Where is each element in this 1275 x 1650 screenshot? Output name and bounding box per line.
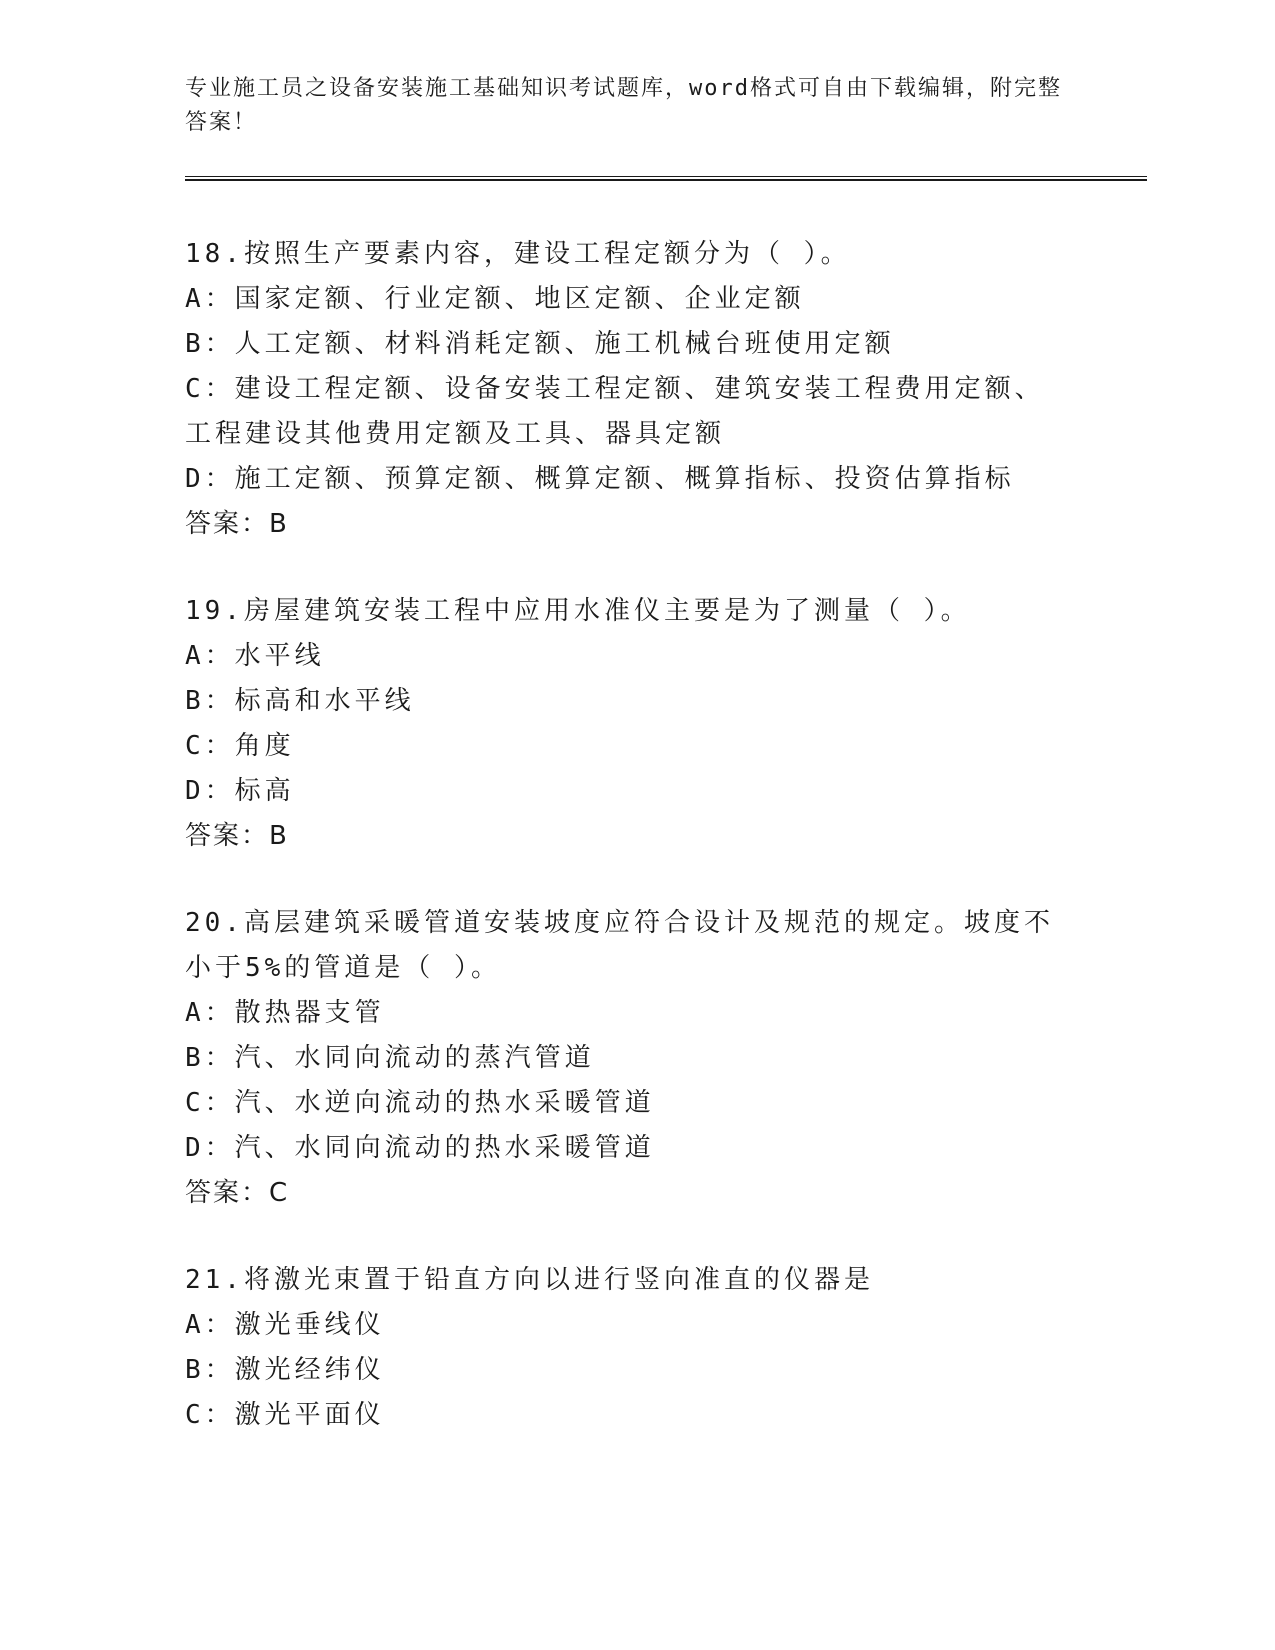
question-20 — [185, 901, 1065, 1216]
option-c: C：建设工程定额、设备安装工程定额、建筑安装工程费用定额、工程建设其他费用定额及工具、器具定额 — [185, 374, 1045, 449]
option-c: C：汽、水逆向流动的热水采暖管道 — [185, 1088, 655, 1118]
question-stem: 19.房屋建筑安装工程中应用水准仪主要是为了测量（ ）。 — [185, 596, 971, 626]
answer: 答案：B — [185, 821, 289, 851]
question-list — [185, 232, 1065, 1480]
header-divider — [185, 176, 1147, 181]
question-21 — [185, 1258, 1065, 1438]
answer: 答案：C — [185, 1178, 290, 1208]
option-a: A：激光垂线仪 — [185, 1310, 385, 1340]
question-stem: 20.高层建筑采暖管道安装坡度应符合设计及规范的规定。坡度不小于5%的管道是（ ）。 — [185, 908, 1054, 983]
option-b: B：标高和水平线 — [185, 686, 415, 716]
question-18 — [185, 232, 1065, 547]
option-d: D：施工定额、预算定额、概算定额、概算指标、投资估算指标 — [185, 464, 1015, 494]
option-b: B：汽、水同向流动的蒸汽管道 — [185, 1043, 595, 1073]
question-19 — [185, 589, 1065, 859]
option-a: A：散热器支管 — [185, 998, 385, 1028]
option-b: B：人工定额、材料消耗定额、施工机械台班使用定额 — [185, 329, 895, 359]
option-a: A：国家定额、行业定额、地区定额、企业定额 — [185, 284, 805, 314]
question-stem: 18.按照生产要素内容，建设工程定额分为（ ）。 — [185, 239, 851, 269]
document-header: 专业施工员之设备安装施工基础知识考试题库，word格式可自由下载编辑，附完整答案！ — [185, 76, 1062, 135]
answer: 答案：B — [185, 509, 289, 539]
option-d: D：标高 — [185, 776, 295, 806]
option-a: A：水平线 — [185, 641, 325, 671]
option-c: C：激光平面仪 — [185, 1400, 385, 1430]
option-d: D：汽、水同向流动的热水采暖管道 — [185, 1133, 655, 1163]
question-stem: 21.将激光束置于铅直方向以进行竖向准直的仪器是 — [185, 1265, 874, 1295]
option-b: B：激光经纬仪 — [185, 1355, 385, 1385]
option-c: C：角度 — [185, 731, 295, 761]
